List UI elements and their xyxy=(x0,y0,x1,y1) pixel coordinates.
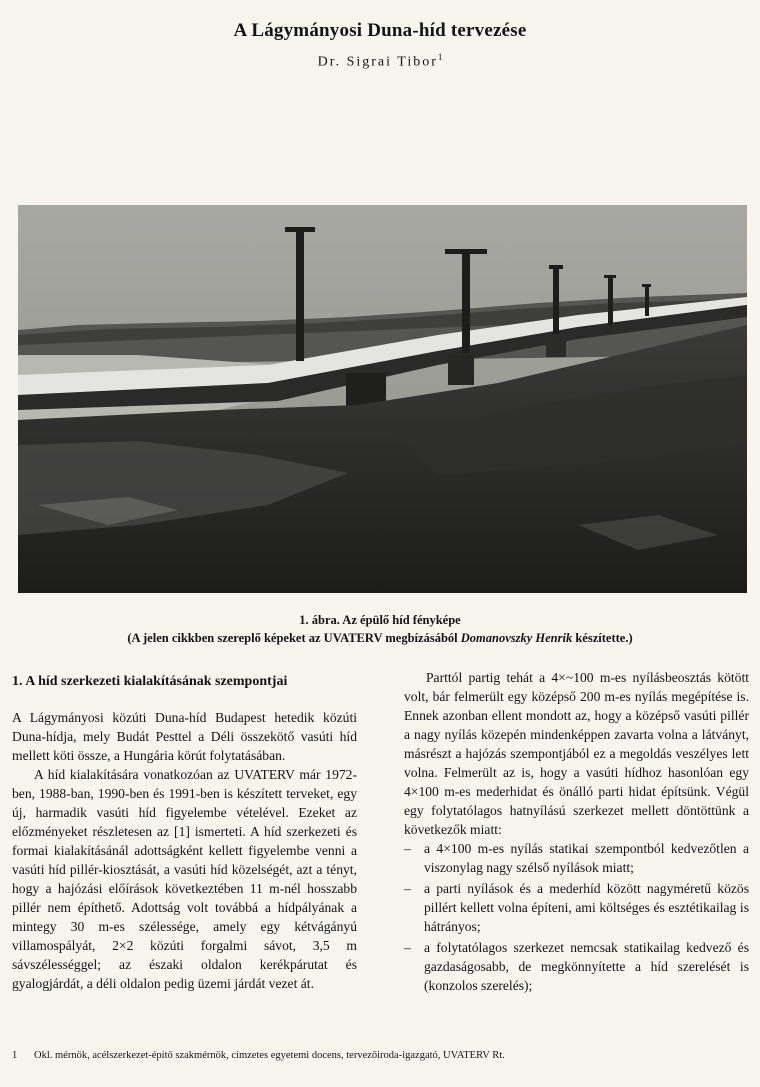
bullet-marker: – xyxy=(404,940,411,955)
footnote-number: 1 xyxy=(12,1050,18,1061)
article-title: A Lágymányosi Duna-híd tervezése xyxy=(233,20,527,41)
author-name: Dr. Sigrai Tibor xyxy=(317,54,438,70)
bullet-marker: – xyxy=(404,881,411,896)
caption-line-2 xyxy=(0,629,760,647)
bullet-marker: – xyxy=(404,841,411,856)
paragraph-2: A híd kialakítására vonatkozóan az UVATERV már 1972-ben, 1988-ban, 1990-ben és 1991-ben is készített terveket, egy új, harmadik vasúti híd figyelembe vételével. Ezeket az előzményeket részletesen az [1] ismerteti. A híd szerkezeti és formai kialakításánál adottságként kellett figyelembe venni a vasúti híd pillér-kiosztását, a vasúti híd közelségét, azt a tényt, hogy a hajózási előírások következtében 11 m-nél hosszabb pillér nem építhető. Adottság volt továbbá a hídpályának a mintegy 30 m-es szélessége, amely egy kétvágányú villamospályát, 2×2 közúti forgalmi sávot, 3,5 m sávszélességgel; az északi oldalon kerékpárutat és gyalogjárdát, a déli oldalon pedig üzemi járdát vezet át. xyxy=(12,767,357,991)
list-item xyxy=(404,879,749,936)
bridge-photo xyxy=(18,205,747,593)
right-column xyxy=(404,668,749,995)
caption-line-2-post: készítette.) xyxy=(572,631,633,645)
author-footnote-mark: 1 xyxy=(437,52,443,62)
list-item xyxy=(404,938,749,995)
figure-caption xyxy=(0,611,760,647)
bullet-text: a parti nyílások és a mederhíd között nagyméretű közös pillért kellett volna építeni, ami költséges és esztétikailag is hátrányos; xyxy=(424,881,749,934)
left-column xyxy=(12,668,357,993)
right-paragraph-1: Parttól partig tehát a 4×~100 m-es nyílásbeosztás kötött volt, bár felmerült egy középső 200 m-es nyílás megépítése is. Ennek azonban ellent mondott az, hogy a középső vasúti pillér a nagy nyílás közepén mindenképpen zavarta volna a látványt, másrészt a hajózás szempontjából ez a megoldás veszélyes lett volna. Felmerült az is, hogy a vasúti hídhoz hasonlóan egy 4×100 m-es mederhidat és önálló parti hidat építsünk. Végül egy folytatólagos hatnyílású szerkezet mellett döntöttünk a következők miatt: xyxy=(404,670,749,837)
author-line xyxy=(0,52,760,71)
paragraph-1: A Lágymányosi közúti Duna-híd Budapest hetedik közúti Duna-hídja, mely Budát Pesttel a Déli összekötő vasúti híd mellett köti össze, a Hungária körút folytatásában. xyxy=(12,710,357,763)
bullet-text: a 4×100 m-es nyílás statikai szempontból kedvezőtlen a viszonylag nagy szélső nyílások miatt; xyxy=(424,841,749,875)
footnote-text: Okl. mérnök, acélszerkezet-építő szakmérnök, címzetes egyetemi docens, tervezőiroda-igazgató, UVATERV Rt. xyxy=(34,1050,505,1061)
section-heading: 1. A híd szerkezeti kialakításának szempontjai xyxy=(12,674,288,689)
photographer-name: Domanovszky Henrik xyxy=(460,631,573,645)
footnote xyxy=(12,1050,752,1061)
list-item xyxy=(404,839,749,877)
caption-line-2-pre: (A jelen cikkben szereplő képeket az UVATERV megbízásából xyxy=(127,631,461,645)
caption-line-1: 1. ábra. Az épülő híd fényképe xyxy=(299,613,461,627)
bullet-text: a folytatólagos szerkezet nemcsak statikailag kedvező és gazdaságosabb, de megkönnyítette a híd szerelését is (konzolos szerelés); xyxy=(424,940,749,993)
